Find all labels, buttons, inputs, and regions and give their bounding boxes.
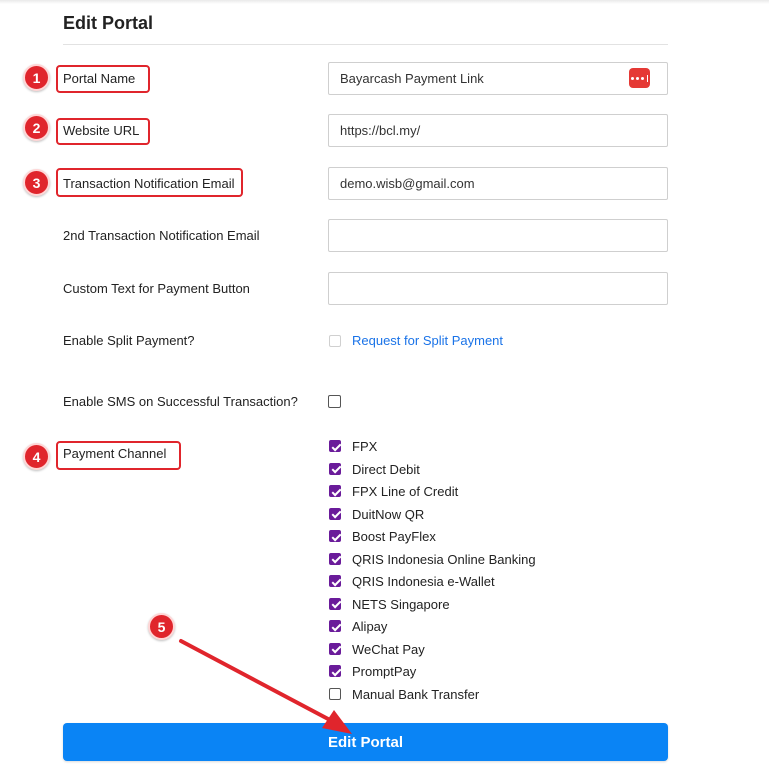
- top-shadow: [0, 0, 769, 4]
- split-payment-checkbox[interactable]: [329, 335, 341, 347]
- payment-channel-label-item: NETS Singapore: [352, 596, 450, 612]
- payment-channel-checkbox[interactable]: [329, 688, 341, 700]
- payment-channel-label-item: FPX Line of Credit: [352, 484, 459, 499]
- payment-channel-label-item: FPX: [352, 439, 378, 454]
- payment-channel-label-item: PromptPay: [352, 664, 417, 679]
- annotation-box-3: [56, 168, 243, 197]
- payment-channel-label-item: Manual Bank Transfer: [352, 686, 480, 702]
- password-dots-icon[interactable]: [629, 68, 650, 88]
- payment-channel-label-item: WeChat Pay: [352, 641, 425, 657]
- payment-channel-label-item: QRIS Indonesia e-Wallet: [352, 574, 495, 589]
- annotation-number-5: 5: [148, 613, 175, 640]
- annotation-box-1: [56, 65, 150, 93]
- payment-channel-checkbox[interactable]: [329, 440, 341, 452]
- payment-channel-checkbox[interactable]: [329, 485, 341, 497]
- custom-button-text-label: Custom Text for Payment Button: [63, 281, 250, 296]
- payment-channel-checkbox[interactable]: [329, 463, 341, 475]
- edit-portal-button[interactable]: Edit Portal: [63, 723, 668, 761]
- payment-channel-checkbox[interactable]: [329, 643, 341, 655]
- annotation-number-1: 1: [23, 64, 50, 91]
- custom-button-text-input[interactable]: [328, 272, 668, 305]
- annotation-box-4: [56, 441, 181, 470]
- notification-email-2-label: 2nd Transaction Notification Email: [63, 228, 260, 243]
- payment-channel-label-item: Alipay: [352, 619, 388, 634]
- sms-checkbox[interactable]: [328, 395, 341, 408]
- request-split-payment-link[interactable]: Request for Split Payment: [352, 333, 504, 348]
- payment-channel-label-item: QRIS Indonesia Online Banking: [352, 551, 536, 567]
- annotation-number-3: 3: [23, 169, 50, 196]
- payment-channel-label-item: Direct Debit: [352, 461, 420, 477]
- portal-name-input[interactable]: [328, 62, 668, 95]
- payment-channel-label: Payment Channel: [63, 446, 167, 461]
- sms-label: Enable SMS on Successful Transaction?: [63, 394, 298, 409]
- payment-channel-checkbox[interactable]: [329, 508, 341, 520]
- annotation-number-4: 4: [23, 443, 50, 470]
- annotation-number-2: 2: [23, 114, 50, 141]
- title-divider: [63, 44, 668, 45]
- payment-channel-checkbox[interactable]: [329, 553, 341, 565]
- split-payment-label: Enable Split Payment?: [63, 333, 195, 348]
- payment-channel-label-item: DuitNow QR: [352, 506, 425, 522]
- page-title: Edit Portal: [63, 13, 154, 33]
- payment-channel-checkbox[interactable]: [329, 530, 341, 542]
- payment-channel-checkbox[interactable]: [329, 665, 341, 677]
- payment-channel-label-item: Boost PayFlex: [352, 529, 436, 544]
- portal-name-label: Portal Name: [63, 71, 136, 86]
- notification-email-label: Transaction Notification Email: [63, 176, 235, 191]
- website-url-label: Website URL: [63, 123, 140, 138]
- annotation-box-2: [56, 118, 150, 145]
- notification-email-input[interactable]: [328, 167, 668, 200]
- payment-channel-checkbox[interactable]: [329, 598, 341, 610]
- payment-channel-checkbox[interactable]: [329, 620, 341, 632]
- website-url-input[interactable]: [328, 114, 668, 147]
- payment-channel-checkbox[interactable]: [329, 575, 341, 587]
- notification-email-2-input[interactable]: [328, 219, 668, 252]
